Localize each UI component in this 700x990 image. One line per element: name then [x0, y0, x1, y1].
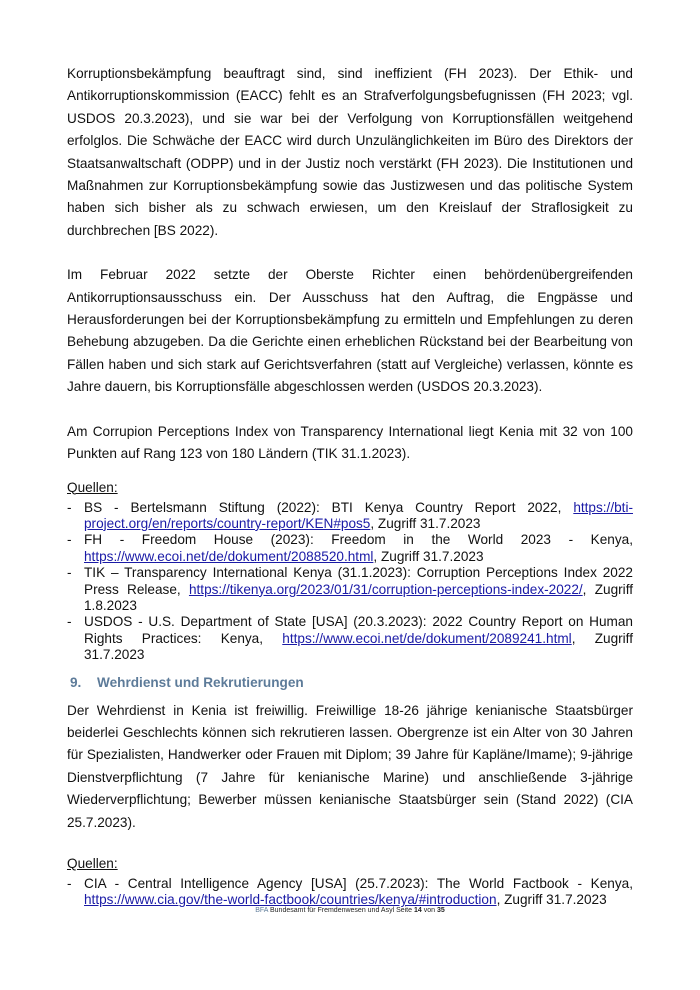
source-text: USDOS - U.S. Department of State [USA] (20.3.2023): 2022 Country Report on Human Rights Practices: Kenya, [84, 614, 633, 646]
source-access: , Zugriff 31.7.2023 [496, 892, 607, 908]
section-heading [67, 674, 633, 692]
source-item [67, 500, 633, 533]
source-access: , Zugriff 31.7.2023 [373, 548, 484, 564]
source-item [67, 614, 633, 663]
footer-text: Bundesamt für Fremdenwesen und Asyl Seite [270, 907, 413, 914]
source-access: , Zugriff 31.7.2023 [370, 515, 481, 531]
source-text: FH - Freedom House (2023): Freedom in the World 2023 - Kenya, [84, 532, 633, 548]
sources-list [67, 500, 633, 664]
page-total: 35 [436, 907, 445, 914]
source-item [67, 565, 633, 614]
source-text: TIK – Transparency International Kenya (31.1.2023): Corruption Perceptions Index 2022 Press Release, [84, 565, 633, 597]
paragraph-cpi: Am Corrupion Perceptions Index von Transparency International liegt Kenia mit 32 von 100 Punkten auf Rang 123 von 180 Ländern (TIK 31.1.2023). [67, 423, 633, 462]
bfa-logo: BFA [255, 907, 269, 914]
source-link[interactable]: https://bti-project.org/en/reports/country-report/KEN#pos5 [84, 499, 633, 531]
footer-of: von [423, 907, 436, 914]
source-link[interactable]: https://www.cia.gov/the-world-factbook/countries/kenya/#introduction [84, 892, 497, 908]
paragraph-anticorruption-committee: Im Februar 2022 setzte der Oberste Richter einen behördenübergreifenden Antikorruptionsausschuss ein. Der Ausschuss hat den Auftrag, die Engpässe und Herausforderungen bei der Korruptionsbekämpfung zu ermitteln und Empfehlungen zu deren Behebung abzugeben. Da die Gerichte einen erheblichen Rückstand bei der Bearbeitung von Fällen haben und sich stark auf Gerichtsverfahren (statt auf Vergleiche) verlassen, könnte es Jahre dauern, bis Korruptionsfälle abgeschlossen werden (USDOS 20.3.2023). [67, 267, 633, 395]
page-content [67, 63, 633, 909]
section-number: 9. [70, 674, 82, 690]
sources-label-2: Quellen: [67, 856, 118, 871]
paragraph-corruption-institutions: Korruptionsbekämpfung beauftragt sind, sind ineffizient (FH 2023). Der Ethik- und Antikorruptionskommission (EACC) fehlt es an Strafverfolgungsbefugnissen (FH 2023; vgl. USDOS 20.3.2023), und sie war bei der Verfolgung von Korruptionsfällen weitgehend erfolglos. Die Schwäche der EACC wird durch Unzulänglichkeiten im Büro des Direktors der Staatsanwaltschaft (ODPP) und in der Justiz noch verstärkt (FH 2023). Die Institutionen und Maßnahmen zur Korruptionsbekämpfung sowie das Justizwesen und das politische System haben sich bisher als zu schwach erwiesen, um den Kreislauf der Straflosigkeit zu durchbrechen [BS 2022). [67, 66, 633, 238]
page-footer [0, 906, 700, 915]
source-text: BS - Bertelsmann Stiftung (2022): BTI Kenya Country Report 2022, [84, 499, 574, 515]
sources-label: Quellen: [67, 479, 118, 495]
source-link[interactable]: https://tikenya.org/2023/01/31/corruption-perceptions-index-2022/ [188, 581, 583, 597]
source-link[interactable]: https://www.ecoi.net/de/dokument/2088520.html [84, 548, 374, 564]
source-link[interactable]: https://www.ecoi.net/de/dokument/2089241.html [282, 630, 572, 646]
section-title: Wehrdienst und Rekrutierungen [97, 674, 304, 690]
page-number: 14 [413, 907, 422, 914]
source-item [67, 876, 633, 909]
source-text: CIA - Central Intelligence Agency [USA] (25.7.2023): The World Factbook - Kenya, [84, 876, 633, 891]
paragraph-military-service: Der Wehrdienst in Kenia ist freiwillig. Freiwillige 18-26 jährige kenianische Staatsbürger beiderlei Geschlechts können sich rekrutieren lassen. Obergrenze ist ein Alter von 30 Jahren für Spezialisten, Handwerker oder Frauen mit Diplom; 39 Jahre für Kapläne/Imame); 9-jährige Dienstverpflichtung (7 Jahre für kenianische Marine) und anschließende 3-jährige Wiederverpflichtung; Bewerber müssen kenianische Staatsbürger sein (Stand 2022) (CIA 25.7.2023). [67, 702, 633, 830]
sources-list-2 [67, 876, 633, 909]
source-access: , Zugriff 31.7.2023 [84, 630, 633, 663]
source-access: , Zugriff 1.8.2023 [84, 581, 633, 613]
source-item [67, 532, 633, 565]
